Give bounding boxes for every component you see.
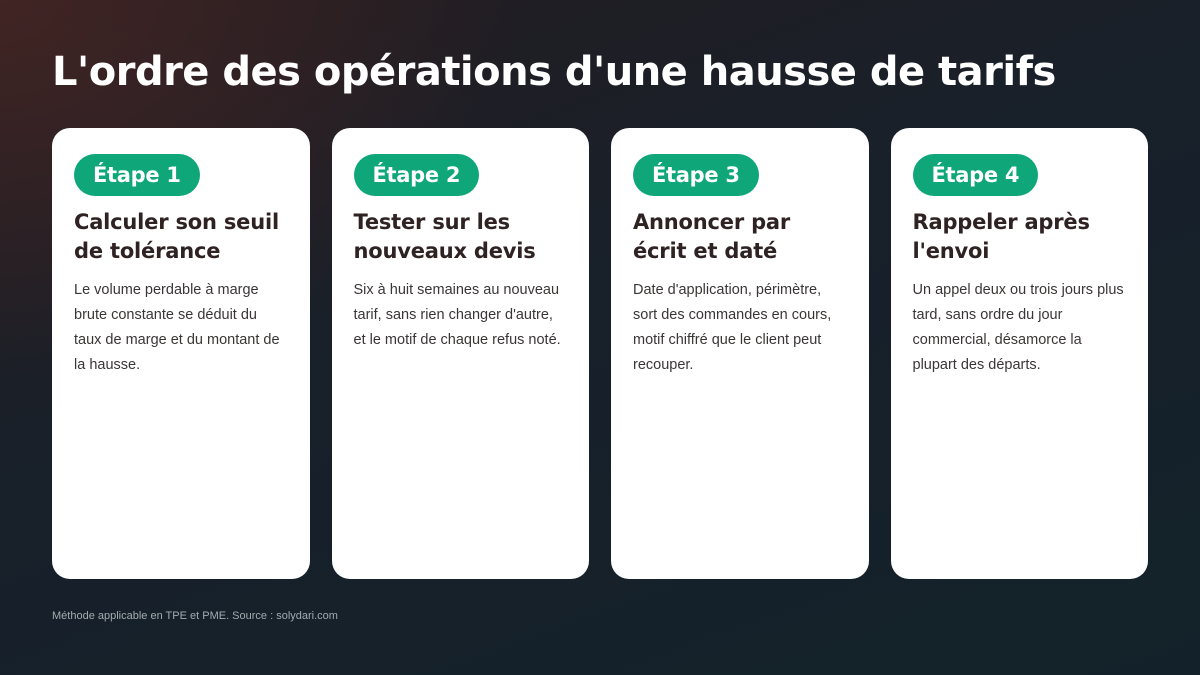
footer-source-note: Méthode applicable en TPE et PME. Source : solydari.com bbox=[52, 610, 338, 622]
step-description: Un appel deux ou trois jours plus tard, sans ordre du jour commercial, désamorce la plupart des départs. bbox=[912, 282, 1124, 373]
step-badge: Étape 4 bbox=[913, 154, 1039, 196]
step-card-3 bbox=[611, 128, 869, 579]
page-title: L'ordre des opérations d'une hausse de tarifs bbox=[52, 49, 1056, 95]
step-card-4 bbox=[891, 128, 1149, 579]
step-badge: Étape 3 bbox=[633, 154, 759, 196]
step-description: Date d'application, périmètre, sort des commandes en cours, motif chiffré que le client peut recouper. bbox=[633, 282, 832, 373]
steps-container bbox=[52, 128, 1148, 579]
step-card-1 bbox=[52, 128, 310, 579]
step-description: Le volume perdable à marge brute constante se déduit du taux de marge et du montant de la hausse. bbox=[74, 282, 280, 373]
step-title: Rappeler après l'envoi bbox=[912, 210, 1090, 263]
step-title: Tester sur les nouveaux devis bbox=[353, 210, 536, 263]
step-badge: Étape 1 bbox=[74, 154, 200, 196]
step-badge: Étape 2 bbox=[354, 154, 480, 196]
step-title: Calculer son seuil de tolérance bbox=[74, 210, 279, 263]
step-description: Six à huit semaines au nouveau tarif, sans rien changer d'autre, et le motif de chaque refus noté. bbox=[353, 282, 561, 348]
step-title: Annoncer par écrit et daté bbox=[633, 210, 791, 263]
step-card-2 bbox=[332, 128, 590, 579]
